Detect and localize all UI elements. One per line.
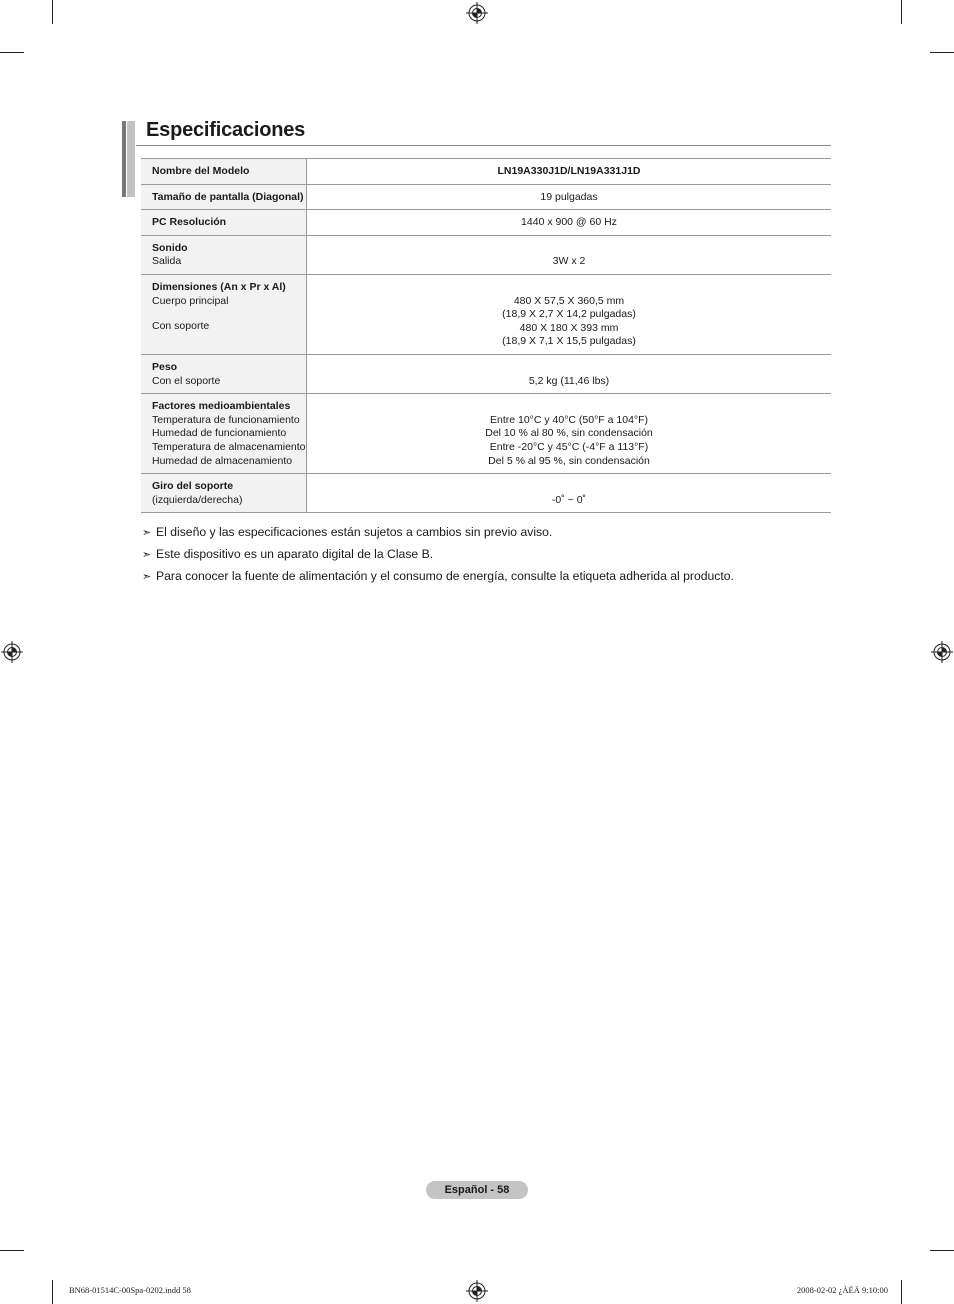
spec-table xyxy=(141,158,831,513)
spec-value: 5,2 kg (11,46 lbs) xyxy=(528,374,610,387)
spec-label-cell xyxy=(141,210,307,236)
spec-value: 480 X 57,5 X 360,5 mm xyxy=(513,294,625,307)
crop-mark xyxy=(930,52,954,53)
crop-mark xyxy=(901,1280,902,1304)
spec-label: PC Resolución xyxy=(152,216,227,229)
spec-label-cell xyxy=(141,394,307,474)
spec-sublabel: Humedad de funcionamiento xyxy=(152,427,287,440)
note-arrow-icon: ➣ xyxy=(142,571,152,583)
note-item xyxy=(142,569,734,591)
crop-mark xyxy=(0,52,24,53)
spec-label-cell xyxy=(141,354,307,393)
spec-value: Del 5 % al 95 %, sin condensación xyxy=(488,454,650,467)
title-decoration xyxy=(122,121,136,197)
registration-mark-icon xyxy=(1,641,23,663)
spec-value-cell xyxy=(307,474,832,513)
table-row xyxy=(141,210,831,236)
note-item xyxy=(142,547,734,569)
table-row xyxy=(141,274,831,354)
spec-value-cell xyxy=(307,184,832,210)
spec-label-cell xyxy=(141,184,307,210)
spec-label: Giro del soporte xyxy=(152,480,234,493)
spec-sublabel: (izquierda/derecha) xyxy=(152,493,243,506)
table-row xyxy=(141,184,831,210)
note-arrow-icon: ➣ xyxy=(142,549,152,561)
spec-value-cell xyxy=(307,210,832,236)
spec-value: Entre -20°C y 45°C (-4°F a 113°F) xyxy=(489,440,649,453)
spec-label-cell xyxy=(141,274,307,354)
spec-value-cell xyxy=(307,235,832,274)
note-text: El diseño y las especificaciones están sujetos a cambios sin previo aviso. xyxy=(156,525,553,539)
spec-label: Dimensiones (An x Pr x Al) xyxy=(152,280,286,293)
registration-mark-icon xyxy=(466,2,488,24)
registration-mark-icon xyxy=(466,1280,488,1302)
spec-label: Nombre del Modelo xyxy=(152,165,250,177)
table-row xyxy=(141,354,831,393)
note-text: Para conocer la fuente de alimentación y el consumo de energía, consulte la etiqueta adherida al producto. xyxy=(156,569,734,583)
spec-label-cell xyxy=(141,474,307,513)
spec-sublabel: Con el soporte xyxy=(152,374,221,387)
spec-label-cell xyxy=(141,235,307,274)
spec-value-cell xyxy=(307,159,832,185)
spec-value-cell xyxy=(307,274,832,354)
page-number-badge: Español - 58 xyxy=(426,1181,528,1199)
registration-mark-icon xyxy=(931,641,953,663)
note-text: Este dispositivo es un aparato digital de la Clase B. xyxy=(156,547,434,561)
spec-value: 1440 x 900 @ 60 Hz xyxy=(521,216,617,229)
notes-list xyxy=(142,525,734,591)
crop-mark xyxy=(930,1250,954,1251)
crop-mark xyxy=(52,1280,53,1304)
spec-sublabel: Cuerpo principal xyxy=(152,294,229,307)
crop-mark xyxy=(901,0,902,24)
spec-value-cell xyxy=(307,354,832,393)
table-row xyxy=(141,394,831,474)
spec-value: Entre 10°C y 40°C (50°F a 104°F) xyxy=(489,413,649,426)
print-timestamp: 2008-02-02 ¿ÀÈÄ 9:10:00 xyxy=(796,1285,888,1295)
spec-label-cell xyxy=(141,159,307,185)
spec-label: Tamaño de pantalla (Diagonal) xyxy=(152,190,304,203)
spec-label: Sonido xyxy=(152,241,188,254)
note-arrow-icon: ➣ xyxy=(142,527,152,539)
spec-sublabel: Temperatura de funcionamiento xyxy=(152,413,300,426)
spec-sublabel: Humedad de almacenamiento xyxy=(152,454,293,467)
table-row xyxy=(141,474,831,513)
spec-sublabel: Temperatura de almacenamiento xyxy=(152,440,306,453)
spec-value-cell xyxy=(307,394,832,474)
page-title: Especificaciones xyxy=(146,119,306,141)
print-file-info: BN68-01514C-00Spa-0202.indd 58 xyxy=(69,1285,191,1295)
spec-value: -0˚ ~ 0˚ xyxy=(551,493,587,506)
spec-sublabel: Con soporte xyxy=(152,320,210,333)
spec-value: 19 pulgadas xyxy=(540,190,598,203)
table-row xyxy=(141,159,831,185)
spec-value: 3W x 2 xyxy=(552,255,586,268)
crop-mark xyxy=(0,1250,24,1251)
spec-value: LN19A330J1D/LN19A331J1D xyxy=(497,165,641,177)
crop-mark xyxy=(52,0,53,24)
note-item xyxy=(142,525,734,547)
spec-sublabel: Salida xyxy=(152,255,182,268)
spec-label: Factores medioambientales xyxy=(152,400,291,413)
spec-value: 480 X 180 X 393 mm xyxy=(519,321,619,334)
spec-value: Del 10 % al 80 %, sin condensación xyxy=(485,427,653,440)
spec-value: (18,9 X 2,7 X 14,2 pulgadas) xyxy=(502,308,636,321)
spec-label: Peso xyxy=(152,360,178,373)
spec-value: (18,9 X 7,1 X 15,5 pulgadas) xyxy=(502,335,636,348)
title-divider xyxy=(136,145,831,146)
table-row xyxy=(141,235,831,274)
